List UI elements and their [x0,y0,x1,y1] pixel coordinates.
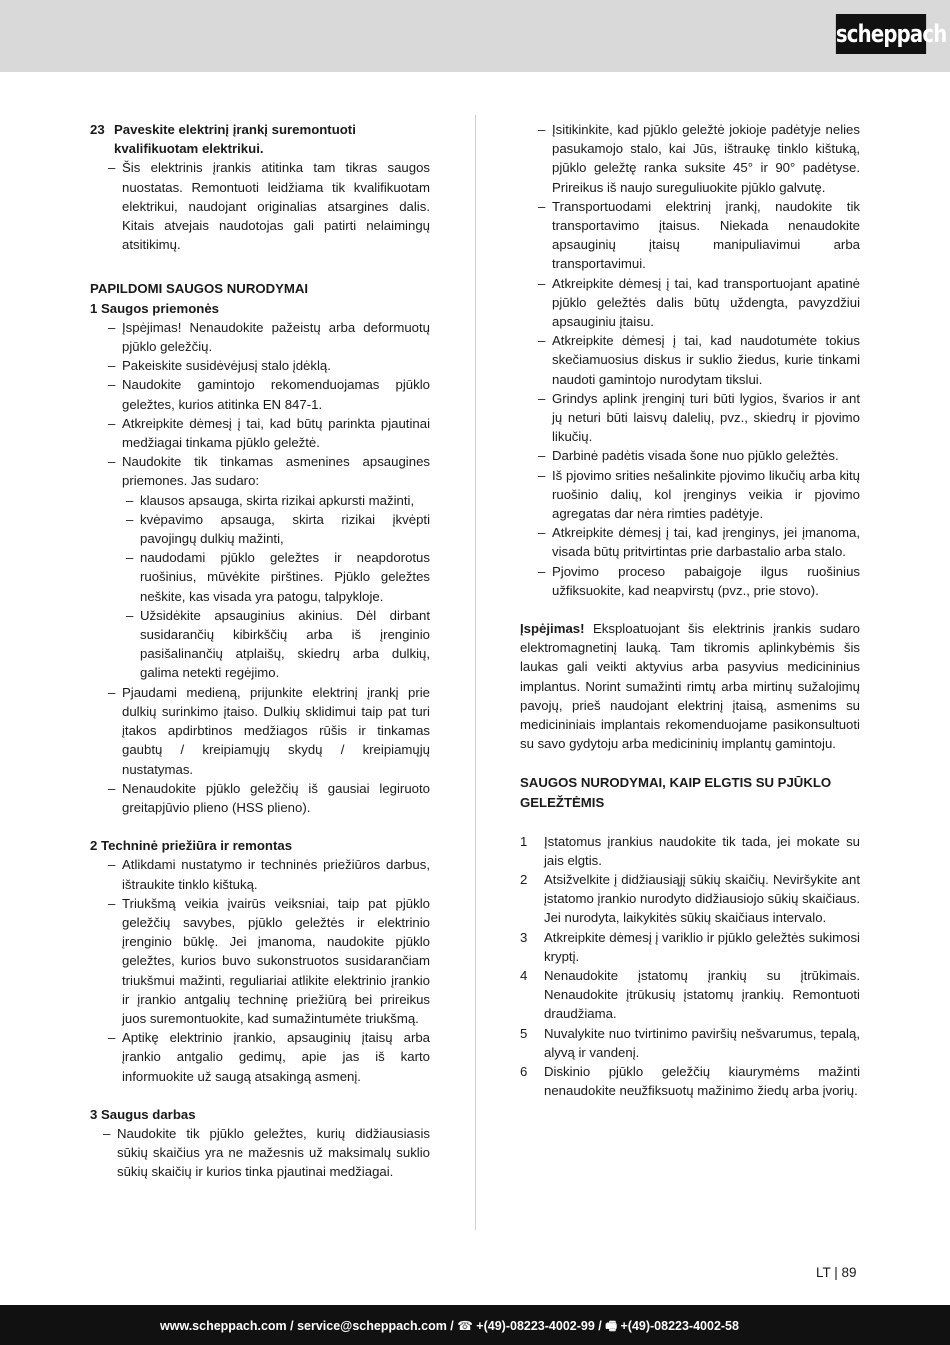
warning-paragraph [520,619,860,753]
list-item: – Atkreipkite dėmesį į tai, kad būtų parinkta pjautinai medžiagai tinkama pjūklo geležtė. [90,414,430,452]
column-divider [475,115,476,1230]
item-text: Atkreipkite dėmesį į variklio ir pjūklo geležtės sukimosi kryptį. [544,929,860,964]
sub-list-item: – klausos apsauga, skirta rizikai apkursti mažinti, [90,491,430,510]
list-item: – Pakeiskite susidėvėjusį stalo įdėklą. [90,356,430,375]
section-23-title-text: Paveskite elektrinį įrankį suremontuoti kvalifikuotam elektrikui. [114,122,356,157]
item-number: 5 [520,1025,528,1041]
list-item: – Nenaudokite pjūklo geležčių iš gausiai legiruoto greitapjūvio plieno (HSS plieno). [90,779,430,817]
extra-safety-heading: PAPILDOMI SAUGOS NURODYMAI [90,281,309,297]
left-column [90,120,430,1182]
sub-list-item: – kvėpavimo apsauga, skirta rizikai įkvėpti pavojingų dulkių mažinti, [90,510,430,548]
numbered-item [520,832,860,870]
list-item: – Grindys aplink įrenginį turi būti lygios, švarios ir ant jų neturi būti laisvų dalelių, pvz., skiedrų ir pjovimo likučių. [520,389,860,447]
list-item: – Pjaudami medieną, prijunkite elektrinį įrankį prie dulkių surinkimo įtaiso. Dulkių sklidimui taip pat turi įtakos apdirbtinos medžiagos rūšis ir tinkamas gaubtų / kreipiamųjų skydų / kreipiamųjų nustatymas. [90,683,430,779]
item-text: Atsižvelkite į didžiausiąjį sūkių skaičių. Neviršykite ant įstatomo įrankio nurodyto didžiausiojo sūkių skaičiaus. Jei nurodyta, laikykitės sūkių skaičiaus intervalo. [544,871,860,926]
numbered-item [520,1024,860,1062]
list-item: – Naudokite gamintojo rekomenduojamas pjūklo geležtes, kurios atitinka EN 847-1. [90,375,430,413]
list-item: – Naudokite tik pjūklo geležtes, kurių didžiausiasis sūkių skaičius yra ne mažesnis už maksimalų suklio sūkių skaičių ir kurios tinka pjautinai medžiagai. [90,1124,430,1182]
warning-label: Įspėjimas! [520,621,585,637]
list-item: – Atkreipkite dėmesį į tai, kad įrenginys, jei įmanoma, visada būtų pritvirtintas prie darbastalio arba stalo. [520,523,860,561]
item-number: 3 [520,929,528,945]
item-number: 1 [520,833,528,849]
list-item: – Transportuodami elektrinį įrankį, naudokite tik transportavimo įtaisus. Niekada nenaudokite apsauginių įtaisų manipuliavimui arba transportavimui. [520,197,860,274]
numbered-item [520,870,860,928]
header-bar [0,0,950,72]
list-item: – Atlikdami nustatymo ir techninės priežiūros darbus, ištraukite tinklo kištuką. [90,855,430,893]
footer-bar [0,1305,950,1345]
list-item: – Iš pjovimo srities nešalinkite pjovimo likučių arba kitų ruošinio dalių, kol įrenginys veikia ir pjovimo agregatas dar nėra rimties padėtyje. [520,466,860,524]
item-text: Diskinio pjūklo geležčių kiaurymėms mažinti nenaudokite neužfiksuotų mažinimo žiedų arba įvorių. [544,1063,860,1099]
sub-list-item: – Užsidėkite apsauginius akinius. Dėl dirbant susidarančių kibirkščių arba iš įrenginio pasišalinančių atplaišų, skiedrų arba dulkių, galima netekti regėjimo. [90,606,430,683]
numbered-item [520,928,860,966]
section-23-title [90,120,430,158]
item-text: Nenaudokite įstatomų įrankių su įtrūkimais. Nenaudokite įtrūkusių įstatomų įrankių. Remontuoti draudžiama. [544,967,860,1022]
warning-text: Eksploatuojant šis elektrinis įrankis sudaro elektromagnetinį lauką. Tam tikromis aplinkybėmis šis laukas gali veikti aktyvius arba pasyvius medicininius implantus. Norint sumažinti rimtų arba mirtinų sužalojimų pavojų, prieš naudojant elektrinį įtaisą, asmenims su medicininiais implantais rekomenduojame pasikonsultuoti su savo gydytoju arba medicininių implantų gamintoju. [520,621,860,752]
section-2-title: 2 Techninė priežiūra ir remontas [90,838,293,854]
page-number: LT | 89 [816,1265,857,1280]
section-3-title: 3 Saugus darbas [90,1106,196,1122]
section-1-title: 1 Saugos priemonės [90,300,219,316]
list-item: – Naudokite tik tinkamas asmenines apsaugines priemones. Jas sudaro: [90,452,430,490]
footer-contact: www.scheppach.com / service@scheppach.com / ☎ +(49)-08223-4002-99 / 🖷 +(49)-08223-4002-58 [160,1319,739,1333]
list-item: – Triukšmą veikia įvairūs veiksniai, taip pat pjūklo geležčių savybes, pjūklo geležtės ir elektrinio įrenginio būklę. Jei įmanoma, naudokite pjūklo geležtes, kurios buvo sukonstruotos susidarančiam triukšmui mažinti, reguliariai atlikite elektrinio įrankio ir įrankio antgalių techninę priežiūrą bei prireikus juos suremontuokite, kad sumažintumėte triukšmą. [90,894,430,1028]
numbered-item [520,966,860,1024]
sub-list-item: – naudodami pjūklo geležtes ir neapdorotus ruošinius, mūvėkite pirštines. Pjūklo geležtes neškite, kas visada yra patogu, talpykloje. [90,548,430,606]
item-number: 2 [520,871,528,887]
list-item: – Aptikę elektrinio įrankio, apsauginių įtaisų arba įrankio antgalio gedimų, apie jas iš karto informuokite už saugą atsakingą asmenį. [90,1028,430,1086]
item-number: 6 [520,1063,528,1079]
brand-logo: scheppach [836,14,926,54]
section-23-number: 23 [90,122,105,137]
right-column [520,120,860,1100]
numbered-item [520,1062,860,1100]
list-item: – Atkreipkite dėmesį į tai, kad transportuojant apatinė pjūklo geležtės dalis būtų uždengta, pavyzdžiui apsauginiu įtaisu. [520,274,860,332]
list-item: – Šis elektrinis įrankis atitinka tam tikras saugos nuostatas. Remontuoti leidžiama tik kvalifikuotam elektrikui, naudojant originalias atsargines dalis. Kitais atvejais naudotojas gali patirti nelaimingų atsitikimų. [90,158,430,254]
list-item: – Darbinė padėtis visada šone nuo pjūklo geležtės. [520,446,860,465]
list-item: – Atkreipkite dėmesį į tai, kad naudotumėte tokius skečiamuosius diskus ir suklio žiedus, kurie tinkami naudoti gamintojo nurodytam tikslui. [520,331,860,389]
item-text: Nuvalykite nuo tvirtinimo paviršių nešvarumus, tepalą, alyvą ir vandenį. [544,1025,860,1060]
list-item: – Pjovimo proceso pabaigoje ilgus ruošinius užfiksuokite, kad neapvirstų (pvz., prie stovo). [520,562,860,600]
item-number: 4 [520,967,528,983]
blade-safety-heading: SAUGOS NURODYMAI, KAIP ELGTIS SU PJŪKLO GELEŽTĖMIS [520,774,832,810]
list-item: – Įsitikinkite, kad pjūklo geležtė jokioje padėtyje nelies pasukamojo stalo, kai Jūs, ištraukę tinklo kištuką, pjūklo geležtę ranka suksite 45° ir 90° padėtyse. Prireikus iš naujo sureguliuokite pjūklo galvutę. [520,120,860,197]
list-item: – Įspėjimas! Nenaudokite pažeistų arba deformuotų pjūklo geležčių. [90,318,430,356]
item-text: Įstatomus įrankius naudokite tik tada, jei mokate su jais elgtis. [544,833,860,868]
